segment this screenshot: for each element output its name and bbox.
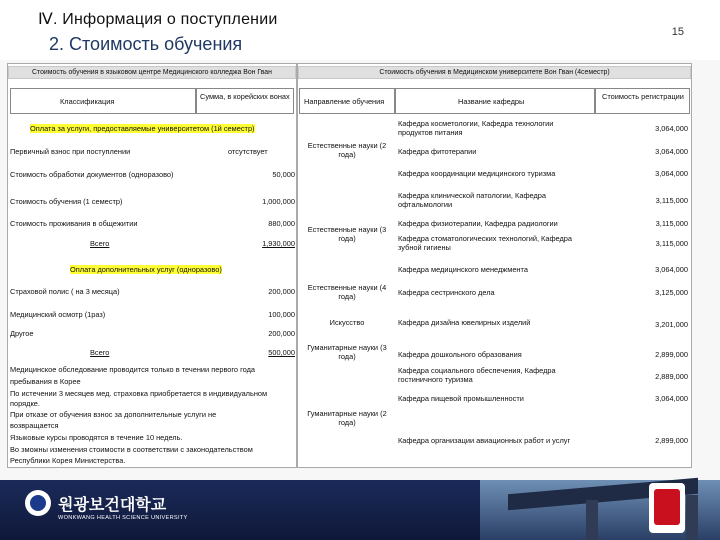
- amount-header: Сумма, в корейских вонах: [200, 92, 290, 101]
- registration-cost: 3,064,000: [655, 265, 688, 274]
- classification-header: Классификация: [60, 97, 115, 106]
- department-name: Кафедра косметологии, Кафедра технологии продуктов питания: [398, 119, 554, 138]
- fee-label: Стоимость обучения (1 семестр): [10, 197, 123, 206]
- fee-value: 50,000: [272, 170, 295, 179]
- fee-value: 100,000: [268, 310, 295, 319]
- registration-cost: 3,125,000: [655, 288, 688, 297]
- department-name: Кафедра дизайна ювелирных изделий: [398, 318, 531, 327]
- university-logo-subtitle: WONKWANG HEALTH SCIENCE UNIVERSITY: [58, 515, 188, 521]
- note-line: По истечении 3 месяцев мед. страховка приобретается в индивидуальном: [10, 389, 268, 398]
- registration-cost: 3,201,000: [655, 320, 688, 329]
- registration-cost: 2,899,000: [655, 436, 688, 445]
- department-header: Название кафедры: [458, 97, 525, 106]
- registration-cost: 3,064,000: [655, 394, 688, 403]
- department-name: Кафедра дошкольного образования: [398, 350, 522, 359]
- fee-label: Первичный взнос при поступлении: [10, 147, 131, 156]
- note-line: При отказе от обучения взнос за дополнительные услуги не: [10, 410, 217, 419]
- note-line: порядке.: [10, 399, 40, 408]
- total-value: 500,000: [268, 348, 295, 357]
- page-number: 15: [671, 26, 684, 38]
- section-additional-fees: Оплата дополнительных услуг (одноразово): [70, 265, 222, 274]
- registration-cost: 3,115,000: [655, 219, 688, 228]
- university-title: Стоимость обучения в Медицинском университете Вон Гван (4семестр): [298, 66, 691, 79]
- department-name: Кафедра пищевой промышленности: [398, 394, 524, 403]
- university-logo-text: 원광보건대학교: [58, 497, 167, 514]
- language-center-title: Стоимость обучения в языковом центре Медицинского колледжа Вон Гван: [8, 66, 296, 79]
- registration-cost: 3,115,000: [655, 196, 688, 205]
- section-title: Ⅳ. Информация о поступлении: [38, 11, 278, 28]
- university-crest-icon: [649, 483, 685, 533]
- fee-value: 200,000: [268, 329, 295, 338]
- page-title: 2. Стоимость обучения: [49, 34, 243, 54]
- gate-pillar: [686, 495, 698, 540]
- cost-header: Стоимость регистрации: [602, 92, 684, 101]
- department-name: Кафедра организации авиационных работ и услуг: [398, 436, 571, 445]
- fee-value: 1,000,000: [262, 197, 295, 206]
- fee-value: 880,000: [268, 219, 295, 228]
- university-emblem-icon: [25, 490, 51, 516]
- direction-group: Гуманитарные науки (3 года): [307, 343, 387, 362]
- note-line: Республики Корея Министерства.: [10, 456, 126, 465]
- department-name: Кафедра физиотерапии, Кафедра радиологии: [398, 219, 558, 228]
- department-name: Кафедра социального обеспечения, Кафедра гостиничного туризма: [398, 366, 556, 385]
- gate-pillar: [586, 500, 598, 540]
- total-value: 1,930,000: [262, 239, 295, 248]
- fee-label: Стоимость проживания в общежитии: [10, 219, 138, 228]
- fee-label: Стоимость обработки документов (одноразово): [10, 170, 174, 179]
- registration-cost: 2,899,000: [655, 350, 688, 359]
- department-name: Кафедра медицинского менеджмента: [398, 265, 528, 274]
- registration-cost: 3,064,000: [655, 169, 688, 178]
- fee-label: Медицинский осмотр (1раз): [10, 310, 106, 319]
- direction-group: Естественные науки (2 года): [307, 141, 387, 160]
- registration-cost: 3,064,000: [655, 124, 688, 133]
- fee-label: Другое: [10, 329, 34, 338]
- note-line: возвращается: [10, 421, 59, 430]
- registration-cost: 2,889,000: [655, 372, 688, 381]
- department-name: Кафедра координации медицинского туризма: [398, 169, 556, 178]
- department-name: Кафедра клинической патологии, Кафедра офтальмологии: [398, 191, 547, 210]
- direction-group: Гуманитарные науки (2 года): [307, 409, 387, 428]
- department-name: Кафедра фитотерапии: [398, 147, 477, 156]
- registration-cost: 3,064,000: [655, 147, 688, 156]
- note-line: Языковые курсы проводятся в течение 10 недель.: [10, 433, 183, 442]
- direction-header: Направление обучения: [304, 97, 385, 106]
- direction-group: Искусство: [329, 318, 365, 327]
- department-name: Кафедра сестринского дела: [398, 288, 495, 297]
- note-line: пребывания в Корее: [10, 377, 81, 386]
- direction-group: Естественные науки (4 года): [307, 283, 387, 302]
- department-name: Кафедра стоматологических технологий, Кафедра зубной гигиены: [398, 234, 573, 253]
- note-line: Медицинское обследование проводится только в течении первого года: [10, 365, 255, 374]
- registration-cost: 3,115,000: [655, 239, 688, 248]
- note-line: Во зможны изменения стоимости в соответствии с законодательством: [10, 445, 253, 454]
- fee-value: 200,000: [268, 287, 295, 296]
- section-university-fees: Оплата за услуги, предоставляемые университетом (1й семестр): [30, 124, 255, 133]
- fee-label: Страховой полис ( на 3 месяца): [10, 287, 120, 296]
- direction-group: Естественные науки (3 года): [307, 225, 387, 244]
- fee-value: отсутствует: [228, 147, 268, 156]
- total-label: Всего: [90, 348, 110, 357]
- total-label: Всего: [90, 239, 110, 248]
